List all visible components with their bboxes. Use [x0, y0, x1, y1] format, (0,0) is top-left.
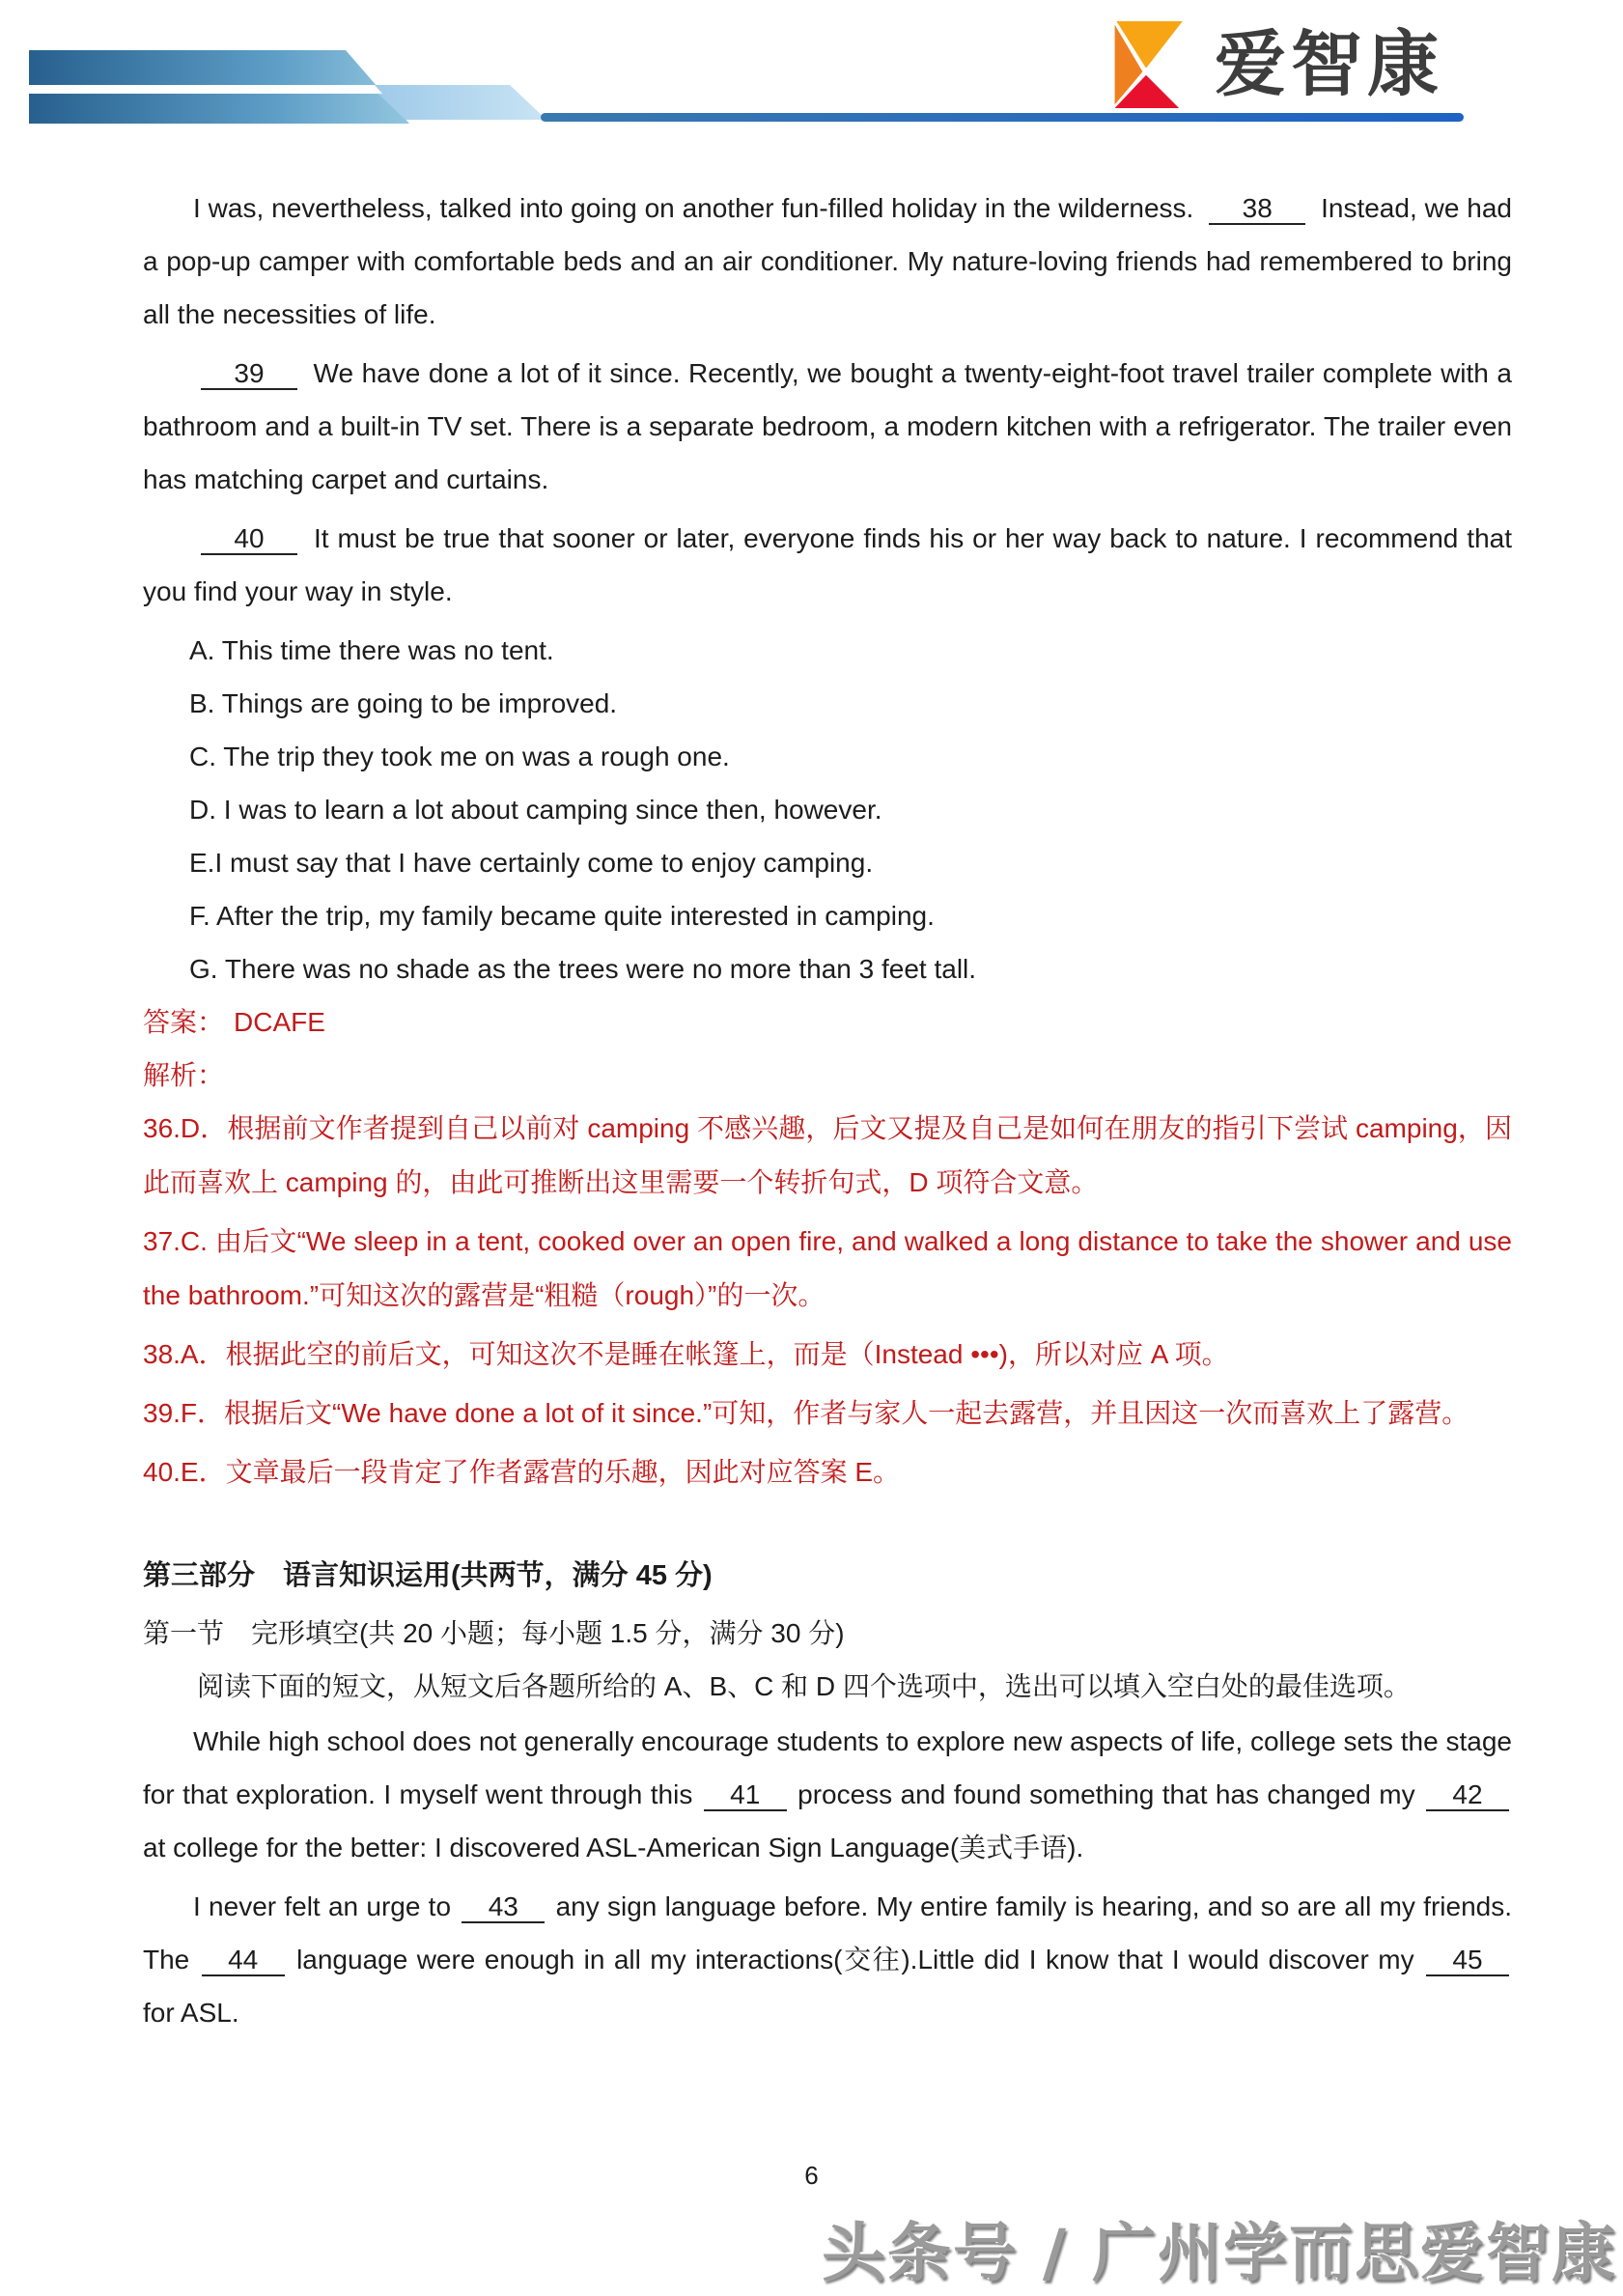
explanation-item-37: 37.C. 由后文“We sleep in a tent, cooked over an open fire, and walked a long distance to take the shower and use the bathroom.”可知这次的露营是“粗糙（rough）”的一次。: [143, 1226, 1512, 1310]
option-item-f: F. After the trip, my family became quite interested in camping.: [189, 901, 935, 931]
blank-42: 42: [1426, 1780, 1509, 1811]
option-item-c: C. The trip they took me on was a rough one.: [189, 742, 730, 771]
section-subheading: 第一节 完形填空(共 20 小题；每小题 1.5 分，满分 30 分): [143, 1618, 845, 1648]
blank-40: 40: [201, 524, 297, 555]
explanation-item-36: 36.D．根据前文作者提到自己以前对 camping 不感兴趣，后文又提及自己是如何在朋友的指引下尝试 camping，因此而喜欢上 camping 的，由此可推断出这里需要一个转折句式，D 项符合文意。: [143, 1113, 1512, 1197]
text-segment: We have done a lot of it since. Recently, we bought a twenty-eight-foot travel trailer complete with a bathroom and a built-in TV set. There is a separate bedroom, a modern kitchen with a refrigerator. The trailer even has matching carpet and curtains.: [143, 358, 1512, 494]
answer-label: 答案：: [143, 1007, 225, 1037]
page-number: 6: [804, 2161, 819, 2190]
passage-seven-choose-five: [143, 182, 1512, 995]
passage-paragraph: [143, 512, 1512, 618]
explanation-item-39: 39.F．根据后文“We have done a lot of it since.”可知，作者与家人一起去露营，并且因这一次而喜欢上了露营。: [143, 1398, 1469, 1428]
option-item-a: A. This time there was no tent.: [189, 635, 554, 665]
blank-39: 39: [201, 359, 297, 390]
answer-value: DCAFE: [234, 1007, 325, 1037]
ribbon-white-stripe: [29, 85, 382, 94]
text-segment: process and found something that has changed my: [798, 1779, 1415, 1809]
blank-44: 44: [202, 1946, 285, 1976]
text-segment: at college for the better: I discovered ASL-American Sign Language(美式手语).: [143, 1833, 1084, 1862]
text-segment: I was, nevertheless, talked into going on another fun-filled holiday in the wilderness.: [193, 193, 1194, 223]
answer-block: [143, 995, 1512, 1499]
text-segment: for ASL.: [143, 1998, 239, 2028]
explanation-item-38: 38.A．根据此空的前后文，可知这次不是睡在帐篷上，而是（Instead •••)，所以对应 A 项。: [143, 1339, 1229, 1369]
text-segment: language were enough in all my interactions(交往).Little did I know that I would discover my: [296, 1945, 1414, 1974]
option-item-d: D. I was to learn a lot about camping since then, however.: [189, 795, 882, 825]
passage-cloze: [143, 1715, 1512, 2039]
passage-paragraph: [143, 347, 1512, 506]
section-instructions: 阅读下面的短文，从短文后各题所给的 A、B、C 和 D 四个选项中，选出可以填入空白处的最佳选项。: [197, 1671, 1411, 1701]
option-item-e: E.I must say that I have certainly come to enjoy camping.: [189, 848, 874, 878]
passage-paragraph: [143, 1880, 1512, 2039]
brand-logo-text: 爱智康: [1215, 24, 1443, 104]
text-segment: It must be true that sooner or later, everyone finds his or her way back to nature. I recommend that you find your way in style.: [143, 523, 1512, 606]
option-list: [143, 624, 1512, 995]
explanation-item-40: 40.E．文章最后一段肯定了作者露营的乐趣，因此对应答案 E。: [143, 1457, 901, 1487]
option-item-b: B. Things are going to be improved.: [189, 688, 618, 718]
answer-line: [143, 995, 1512, 1049]
brand-logo-icon: [1103, 19, 1189, 110]
analysis-label: 解析：: [143, 1060, 225, 1090]
analysis-label-line: [143, 1049, 1512, 1102]
blank-45: 45: [1426, 1946, 1509, 1976]
passage-paragraph: [143, 182, 1512, 341]
text-segment: any sign language before. My entire family is hearing, and so are all my friends. The: [143, 1891, 1513, 1974]
document-body: [143, 182, 1512, 2045]
blank-38: 38: [1209, 194, 1305, 225]
text-segment: While high school does not generally encourage students to explore new aspects of life, college sets the stage for that exploration. I myself went through this: [143, 1726, 1512, 1809]
text-segment: I never felt an urge to: [193, 1891, 452, 1921]
blank-41: 41: [704, 1780, 787, 1811]
passage-paragraph: [143, 1715, 1512, 1874]
watermark: 头条号 / 广州学而思爱智康: [821, 2216, 1617, 2290]
blank-43: 43: [462, 1892, 545, 1923]
option-item-g: G. There was no shade as the trees were no more than 3 feet tall.: [189, 954, 977, 984]
text-segment: Instead, we had a pop-up camper with comfortable beds and an air conditioner. My nature-loving friends had remembered to bring all the necessities of life.: [143, 193, 1512, 329]
brand-logo: [1103, 19, 1443, 110]
section-heading: 第三部分 语言知识运用(共两节，满分 45 分): [143, 1560, 713, 1591]
header-underline: [541, 113, 1464, 122]
